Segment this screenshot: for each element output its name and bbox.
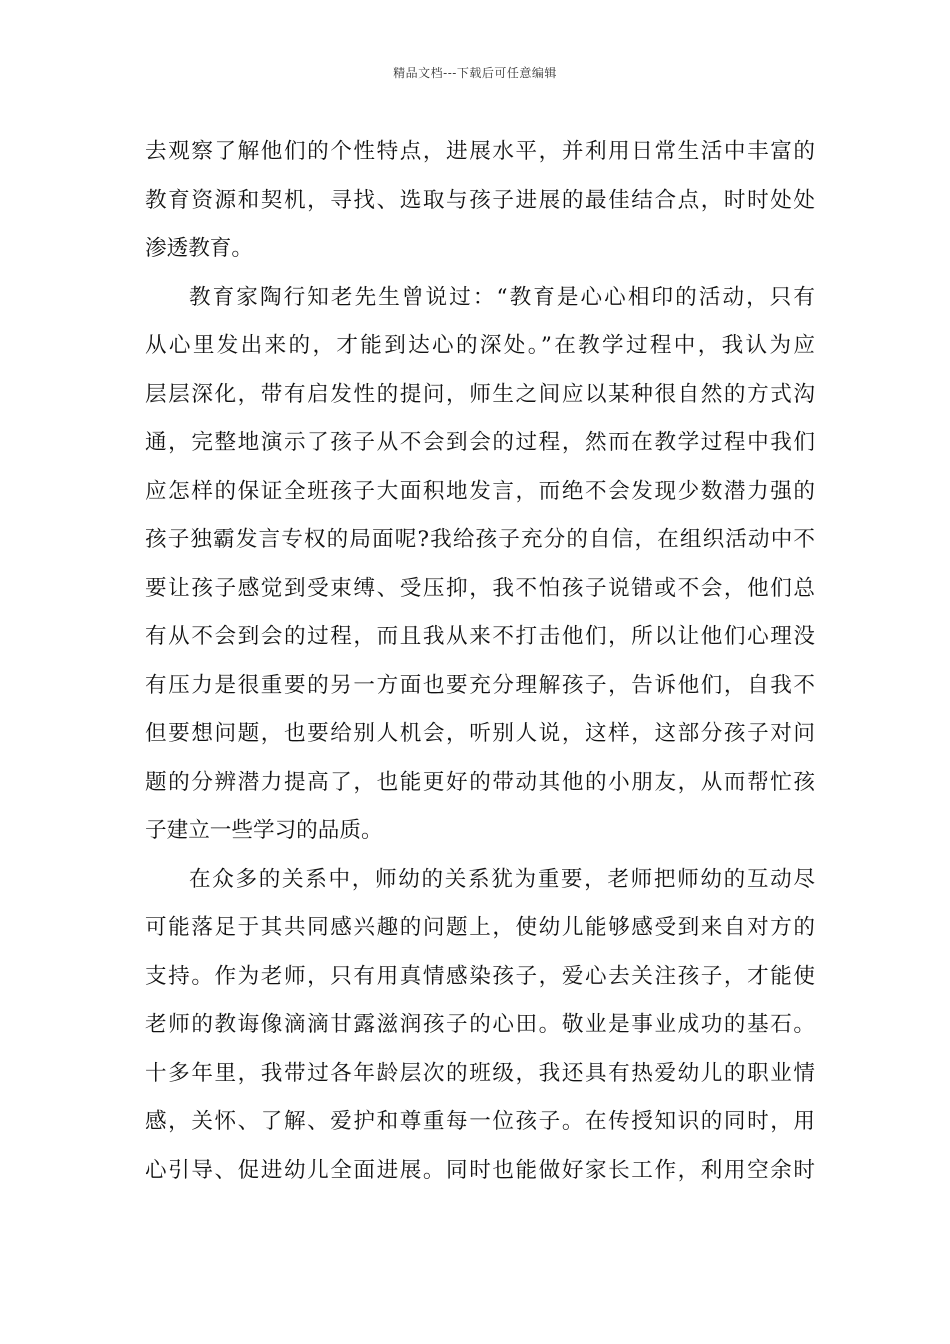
document-body (145, 128, 815, 1195)
paragraph-2-line-12: 子建立一些学习的品质。 (145, 818, 383, 843)
paragraph-3-line-4: 老师的教诲像滴滴甘露滋润孩子的心田。敬业是事业成功的基石。 (145, 1012, 815, 1037)
paragraph-2-line-6: 孩子独霸发言专权的局面呢?我给孩子充分的自信，在组织活动中不 (145, 527, 815, 552)
paragraph-2-line-4: 通，完整地演示了孩子从不会到会的过程，然而在教学过程中我们 (145, 430, 815, 455)
paragraph-2-line-1: 教育家陶行知老先生曾说过：“教育是心心相印的活动，只有 (189, 284, 815, 310)
paragraph-2-line-8: 有从不会到会的过程，而且我从来不打击他们，所以让他们心理没 (145, 624, 815, 649)
paragraph-3-line-6: 感，关怀、了解、爱护和尊重每一位孩子。在传授知识的同时，用 (145, 1109, 815, 1134)
paragraph-2-line-2: 从心里发出来的，才能到达心的深处。”在教学过程中，我认为应 (145, 333, 815, 358)
paragraph-3-line-1: 在众多的关系中，师幼的关系犹为重要，老师把师幼的互动尽 (189, 866, 815, 892)
paragraph-1-line-2: 教育资源和契机，寻找、选取与孩子进展的最佳结合点，时时处处 (145, 187, 815, 213)
paragraph-2-line-3: 层层深化，带有启发性的提问，师生之间应以某种很自然的方式沟 (145, 381, 815, 407)
paragraph-3-line-5: 十多年里，我带过各年龄层次的班级，我还具有热爱幼儿的职业情 (145, 1060, 815, 1086)
paragraph-1-line-1: 去观察了解他们的个性特点，进展水平，并利用日常生活中丰富的 (145, 139, 815, 164)
paragraph-2-line-11: 题的分辨潜力提高了，也能更好的带动其他的小朋友，从而帮忙孩 (145, 769, 815, 795)
paragraph-3-line-2: 可能落足于其共同感兴趣的问题上，使幼儿能够感受到来自对方的 (145, 915, 815, 940)
paragraph-1-line-3: 渗透教育。 (145, 236, 253, 261)
paragraph-3-line-7: 心引导、促进幼儿全面进展。同时也能做好家长工作，利用空余时 (145, 1157, 815, 1183)
page-header: 精品文档---下载后可任意编辑 (393, 66, 557, 80)
paragraph-3-line-3: 支持。作为老师，只有用真情感染孩子，爱心去关注孩子，才能使 (145, 963, 815, 989)
paragraph-2-line-5: 应怎样的保证全班孩子大面积地发言，而绝不会发现少数潜力强的 (145, 478, 815, 504)
paragraph-2-line-10: 但要想问题，也要给别人机会，听别人说，这样，这部分孩子对问 (145, 721, 815, 746)
paragraph-2-line-7: 要让孩子感觉到受束缚、受压抑，我不怕孩子说错或不会，他们总 (145, 575, 815, 601)
paragraph-2-line-9: 有压力是很重要的另一方面也要充分理解孩子，告诉他们，自我不 (145, 672, 815, 698)
